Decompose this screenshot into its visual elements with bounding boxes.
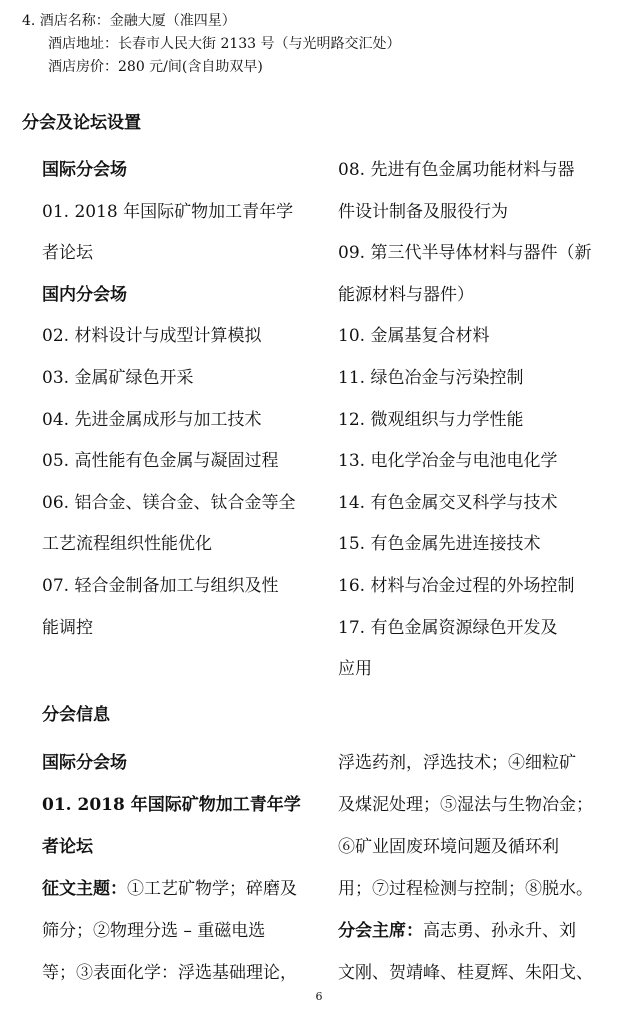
session-line: 14. 有色金属交叉科学与技术 — [338, 492, 558, 513]
info-right-line: 文刚、贺靖峰、桂夏辉、朱阳戈、 — [338, 963, 593, 983]
sessions-left-column — [42, 150, 312, 649]
info-left-line: 者论坛 — [42, 837, 93, 857]
session-line: 能调控 — [42, 617, 93, 638]
session-line: 05. 高性能有色金属与凝固过程 — [42, 451, 279, 472]
chair-text: 高志勇、孙永升、刘 — [423, 921, 576, 941]
info-right-line: 用；⑦过程检测与控制；⑧脱水。 — [338, 879, 593, 899]
info-left-line: 等；③表面化学：浮选基础理论， — [42, 963, 297, 983]
session-line: 15. 有色金属先进连接技术 — [338, 534, 541, 555]
session-line: 能源材料与器件） — [338, 284, 474, 305]
session-line: 者论坛 — [42, 243, 93, 264]
info-left-line: 筛分；②物理分选 – 重磁电选 — [42, 921, 266, 941]
session-line: 04. 先进金属成形与加工技术 — [42, 409, 262, 430]
session-line: 08. 先进有色金属功能材料与器 — [338, 160, 575, 180]
session-line: 02. 材料设计与成型计算模拟 — [42, 326, 262, 347]
sessions-right-column — [338, 150, 616, 691]
session-line: 03. 金属矿绿色开采 — [42, 367, 194, 388]
page-number: 6 — [315, 990, 323, 1003]
info-left-column — [42, 742, 312, 994]
session-line: 11. 绿色冶金与污染控制 — [338, 367, 524, 388]
info-left-line — [42, 868, 312, 910]
info-right-line: 及煤泥处理；⑤湿法与生物冶金； — [338, 795, 593, 815]
hotel-info — [22, 10, 401, 79]
theme-label: 征文主题： — [42, 879, 127, 899]
hotel-address: 酒店地址：长春市人民大街 2133 号（与光明路交汇处） — [48, 36, 401, 52]
session-line: 06. 铝合金、镁合金、钛合金等全 — [42, 492, 296, 513]
session-line: 07. 轻合金制备加工与组织及性 — [42, 575, 279, 596]
venue-heading: 国内分会场 — [42, 284, 127, 305]
info-right-column — [338, 742, 616, 994]
session-line: 16. 材料与冶金过程的外场控制 — [338, 575, 575, 596]
venue-heading: 国际分会场 — [42, 160, 127, 180]
info-title: 分会信息 — [42, 705, 110, 725]
theme-text: ①工艺矿物学；碎磨及 — [127, 879, 297, 899]
chair-label: 分会主席： — [338, 921, 423, 941]
session-line: 13. 电化学冶金与电池电化学 — [338, 451, 558, 472]
session-line: 工艺流程组织性能优化 — [42, 534, 212, 555]
session-line: 17. 有色金属资源绿色开发及 — [338, 617, 558, 638]
session-line: 应用 — [338, 659, 372, 680]
session-line: 10. 金属基复合材料 — [338, 326, 490, 347]
session-line: 12. 微观组织与力学性能 — [338, 409, 524, 430]
info-right-line — [338, 910, 616, 952]
info-right-line: 浮选药剂，浮选技术；④细粒矿 — [338, 753, 576, 773]
session-line: 09. 第三代半导体材料与器件（新 — [338, 243, 592, 264]
info-left-line: 01. 2018 年国际矿物加工青年学 — [42, 795, 301, 815]
info-left-line: 国际分会场 — [42, 753, 127, 773]
session-line: 件设计制备及服役行为 — [338, 201, 508, 222]
session-line: 01. 2018 年国际矿物加工青年学 — [42, 201, 294, 222]
info-right-line: ⑥矿业固废环境问题及循环利 — [338, 837, 559, 857]
section-title: 分会及论坛设置 — [22, 113, 141, 133]
hotel-price: 酒店房价：280 元/间(含自助双早) — [48, 59, 263, 75]
hotel-name: 4. 酒店名称：金融大厦（准四星） — [22, 13, 236, 29]
